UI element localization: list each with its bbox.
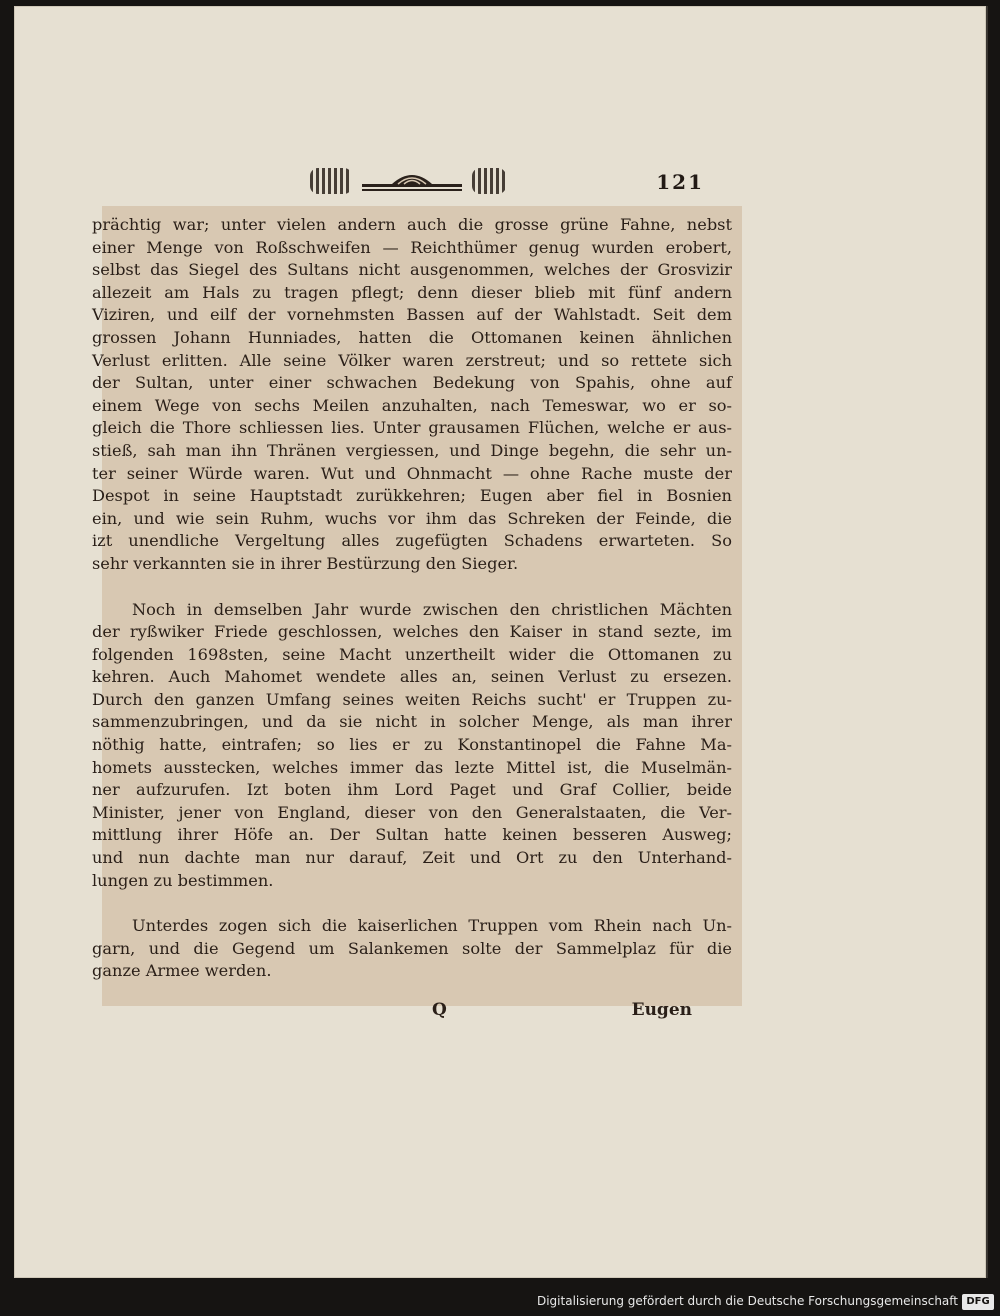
text-line: Minister, jener von England, dieser von den Generalstaaten, die Ver-: [92, 802, 732, 822]
catchword: Eugen: [631, 1000, 692, 1020]
text-line: Verlust erlitten. Alle seine Völker waren zerstreut; und so rettete sich: [92, 350, 732, 370]
text-line: Unterdes zogen sich die kaiserlichen Truppen vom Rhein nach Un-: [132, 916, 732, 936]
text-line: ganze Armee werden.: [92, 961, 272, 981]
scroll-ornament-icon: [310, 168, 352, 194]
text-line: homets ausstecken, welches immer das lezte Mittel ist, die Muselmän-: [92, 757, 732, 777]
page-header: [310, 166, 720, 200]
catchline: [92, 1000, 692, 1030]
text-line: sammenzubringen, und da sie nicht in solcher Menge, als man ihrer: [92, 712, 732, 732]
dfg-logo-icon: DFG: [962, 1294, 994, 1310]
footer-credit: Digitalisierung gefördert durch die Deutsche Forschungsgemeinschaft: [536, 1294, 958, 1308]
text-line: Noch in demselben Jahr wurde zwischen den christlichen Mächten: [132, 599, 732, 619]
text-line: kehren. Auch Mahomet wendete alles an, seinen Verlust zu ersezen.: [92, 667, 732, 687]
body-text: [92, 214, 732, 983]
text-line: ter seiner Würde waren. Wut und Ohnmacht — ohne Rache muste der: [92, 463, 732, 483]
scroll-ornament-icon: [472, 168, 506, 194]
sunburst-ornament-icon: [362, 170, 462, 192]
text-line: der Sultan, unter einer schwachen Bedekung von Spahis, ohne auf: [92, 373, 732, 393]
text-line: Despot in seine Hauptstadt zurükkehren; Eugen aber fiel in Bosnien: [92, 486, 732, 506]
text-line: ein, und wie sein Ruhm, wuchs vor ihm das Schreken der Feinde, die: [92, 508, 732, 528]
text-line: grossen Johann Hunniades, hatten die Ottomanen keinen ähnlichen: [92, 327, 732, 347]
text-line: lungen zu bestimmen.: [92, 870, 274, 890]
paragraph: [92, 214, 732, 576]
text-line: nöthig hatte, eintrafen; so lies er zu Konstantinopel die Fahne Ma-: [92, 735, 732, 755]
text-line: Viziren, und eilf der vornehmsten Bassen auf der Wahlstadt. Seit dem: [92, 305, 732, 325]
text-line: einer Menge von Roßschweifen — Reichthümer genug wurden erobert,: [92, 237, 732, 257]
text-line: ner aufzurufen. Izt boten ihm Lord Paget und Graf Collier, beide: [92, 780, 732, 800]
digitization-footer: [0, 1284, 1000, 1316]
text-line: izt unendliche Vergeltung alles zugefügten Schadens erwarteten. So: [92, 531, 732, 551]
text-line: mittlung ihrer Höfe an. Der Sultan hatte keinen besseren Ausweg;: [92, 825, 732, 845]
text-line: stieß, sah man ihn Thränen vergiessen, und Dinge begehn, die sehr un-: [92, 440, 732, 460]
paragraph: [92, 599, 732, 893]
text-line: folgenden 1698sten, seine Macht unzertheilt wider die Ottomanen zu: [92, 644, 732, 664]
text-line: allezeit am Hals zu tragen pflegt; denn dieser blieb mit fünf andern: [92, 282, 732, 302]
text-line: garn, und die Gegend um Salankemen solte der Sammelplaz für die: [92, 938, 732, 958]
text-line: Durch den ganzen Umfang seines weiten Reichs sucht' er Truppen zu-: [92, 689, 732, 709]
text-line: selbst das Siegel des Sultans nicht ausgenommen, welches der Grosvizir: [92, 260, 732, 280]
text-line: sehr verkannten sie in ihrer Bestürzung den Sieger.: [92, 553, 519, 573]
page-number: 121: [656, 170, 704, 194]
text-line: gleich die Thore schliessen lies. Unter grausamen Flüchen, welche er aus-: [92, 418, 732, 438]
text-line: prächtig war; unter vielen andern auch die grosse grüne Fahne, nebst: [92, 215, 732, 234]
text-line: der ryßwiker Friede geschlossen, welches den Kaiser in stand sezte, im: [92, 622, 732, 642]
signature-mark: Q: [432, 1000, 447, 1020]
text-line: einem Wege von sechs Meilen anzuhalten, nach Temeswar, wo er so-: [92, 395, 732, 415]
text-line: und nun dachte man nur darauf, Zeit und Ort zu den Unterhand-: [92, 848, 732, 868]
paragraph: [92, 915, 732, 983]
